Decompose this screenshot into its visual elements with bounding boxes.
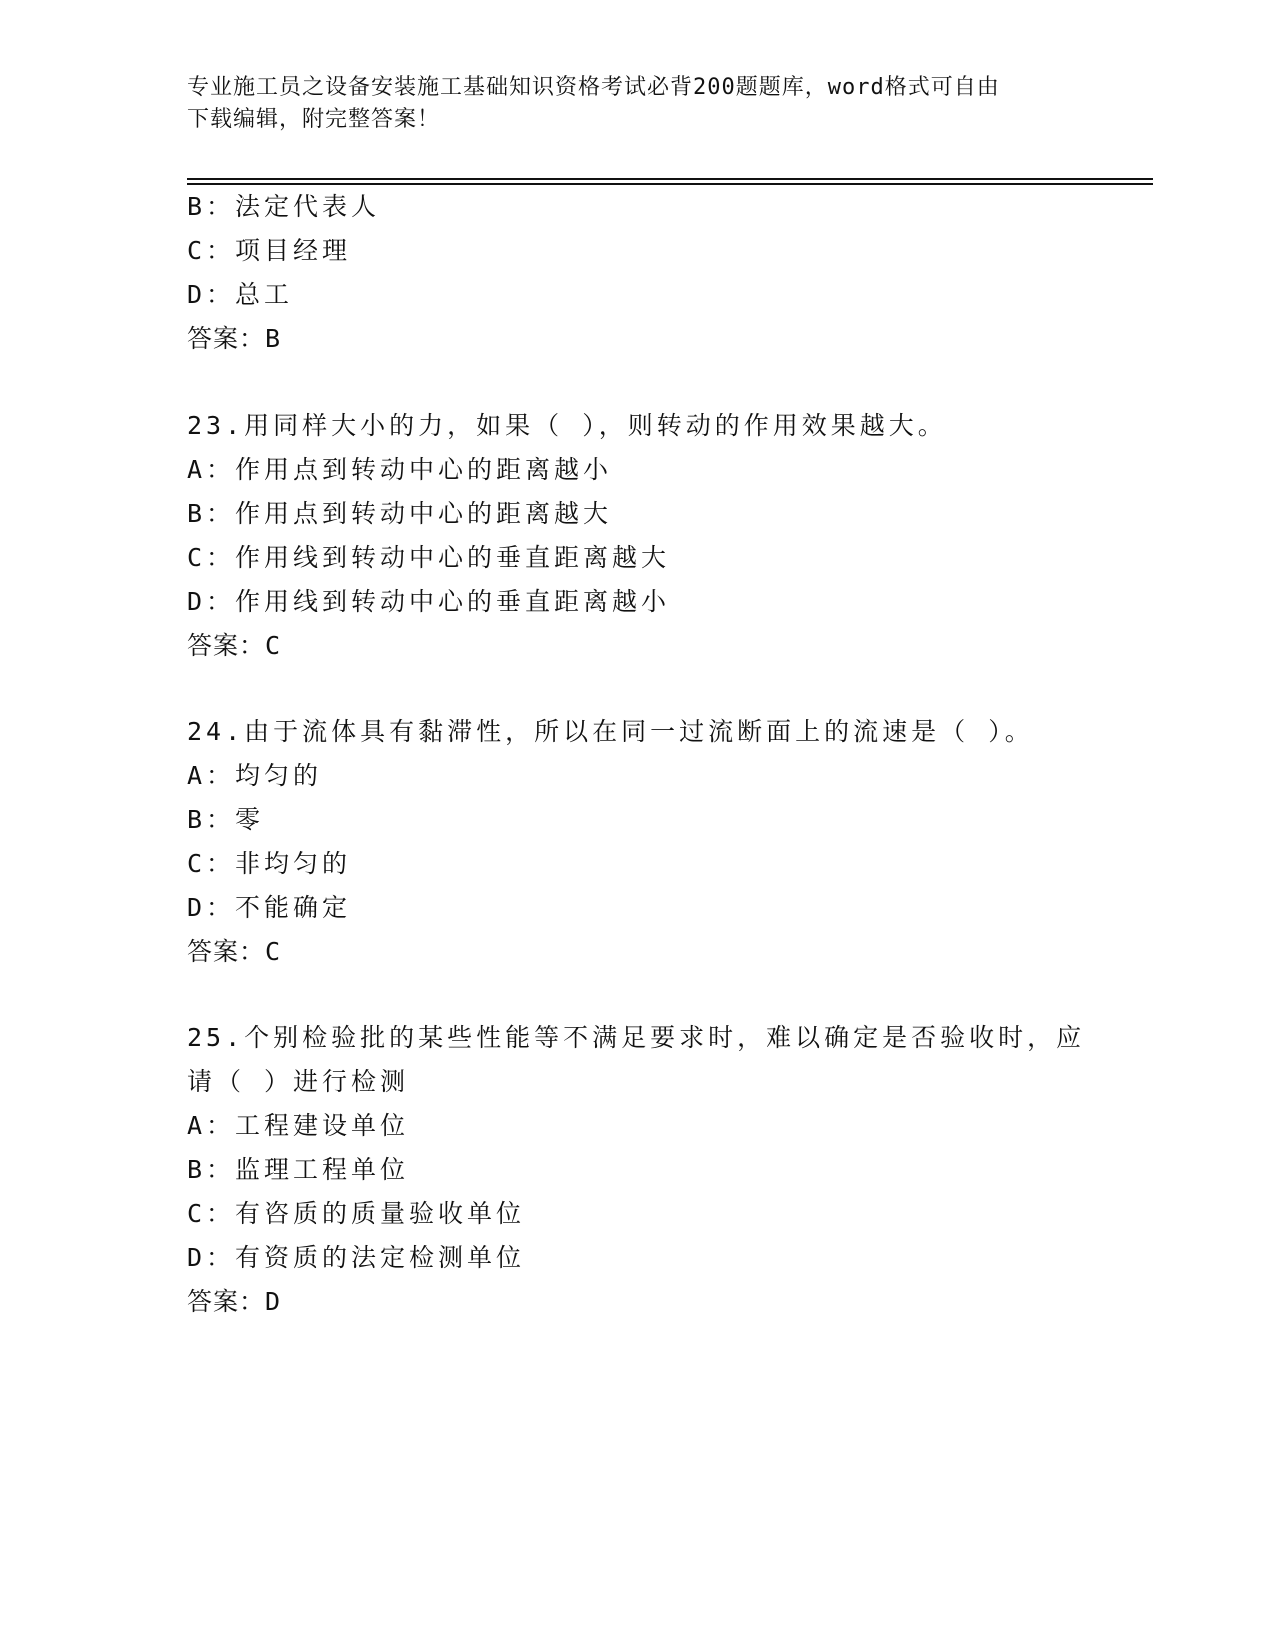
q25-option-a: A：工程建设单位 (187, 1111, 410, 1140)
answer-value: B (265, 324, 282, 353)
q24-option-c: C：非均匀的 (187, 849, 352, 878)
q23-answer (187, 630, 281, 662)
q24-answer (187, 936, 281, 968)
answer-label: 答案： (187, 1287, 266, 1316)
answer-value: D (265, 1287, 282, 1316)
header-rule-bottom (187, 183, 1153, 185)
q24-option-b: B：零 (187, 805, 265, 834)
q25-question-line-1: 25.个别检验批的某些性能等不满足要求时，难以确定是否验收时，应 (187, 1023, 1086, 1052)
q23-option-c: C：作用线到转动中心的垂直距离越大 (187, 543, 671, 572)
q25-answer (187, 1286, 281, 1318)
q25-option-d: D：有资质的法定检测单位 (187, 1243, 526, 1272)
answer-label: 答案： (187, 324, 266, 353)
header-rule-top (187, 178, 1153, 180)
q23-option-d: D：作用线到转动中心的垂直距离越小 (187, 587, 671, 616)
q25-question-line-2: 请（ ）进行检测 (187, 1067, 410, 1096)
q25-option-b: B：监理工程单位 (187, 1155, 410, 1184)
q22-option-d: D：总工 (187, 280, 294, 309)
q23-question: 23.用同样大小的力，如果（ ），则转动的作用效果越大。 (187, 411, 947, 440)
q23-option-a: A：作用点到转动中心的距离越小 (187, 455, 613, 484)
q24-option-a: A：均匀的 (187, 761, 323, 790)
q22-answer (187, 323, 281, 355)
q23-option-b: B：作用点到转动中心的距离越大 (187, 499, 613, 528)
header-line-2: 下载编辑，附完整答案！ (187, 107, 441, 132)
q24-option-d: D：不能确定 (187, 893, 352, 922)
answer-label: 答案： (187, 937, 266, 966)
answer-label: 答案： (187, 631, 266, 660)
q25-option-c: C：有咨质的质量验收单位 (187, 1199, 526, 1228)
header-line-1: 专业施工员之设备安装施工基础知识资格考试必背200题题库，word格式可自由 (187, 75, 1000, 100)
q24-question: 24.由于流体具有黏滞性，所以在同一过流断面上的流速是（ ）。 (187, 717, 1034, 746)
answer-value: C (265, 937, 282, 966)
q22-option-c: C：项目经理 (187, 236, 352, 265)
document-header (187, 72, 1067, 136)
answer-value: C (265, 631, 282, 660)
q22-option-b: B：法定代表人 (187, 192, 381, 221)
